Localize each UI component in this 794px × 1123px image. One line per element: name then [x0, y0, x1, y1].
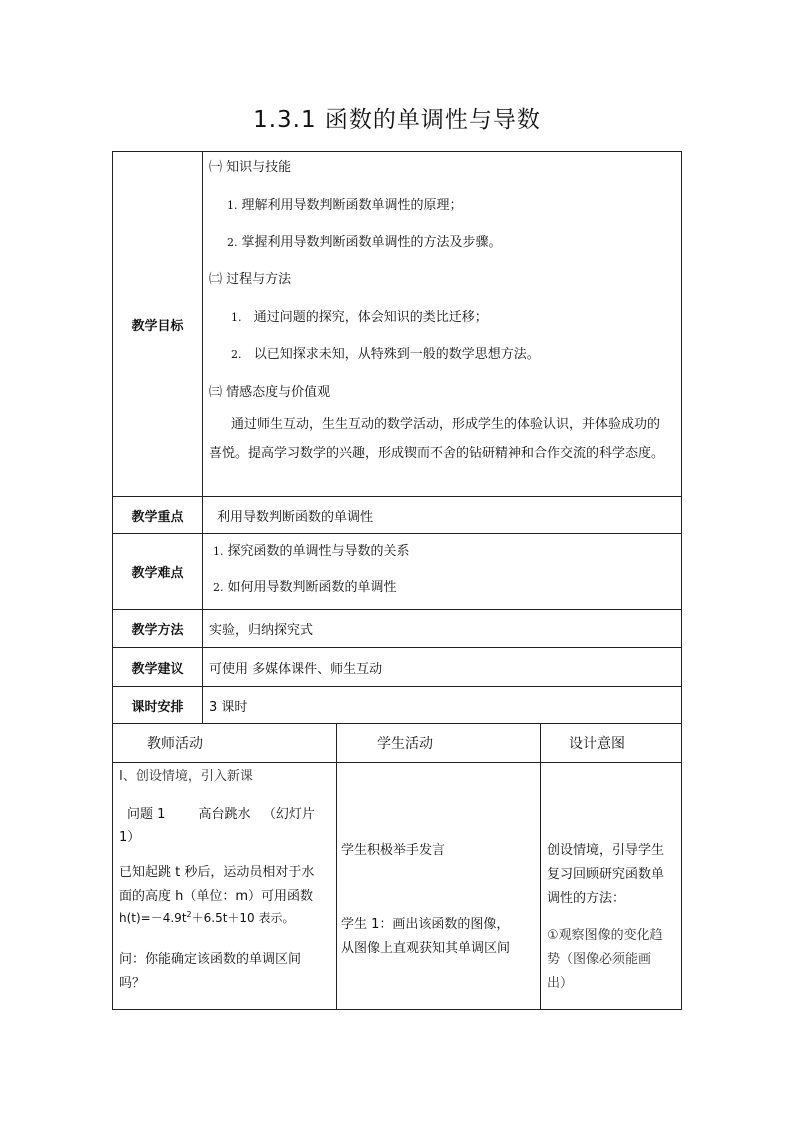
teacher-heading: Ⅰ、创设情境，引入新课: [119, 769, 253, 784]
objectives-sec3-text: 通过师生互动，生生互动的数学活动，形成学生的体验认识，并体验成功的喜悦。提高学习数学的兴趣，形成锲而不舍的钻研精神和合作交流的科学态度。: [209, 417, 665, 461]
difficulty-item-2: 2. 如何用导数判断函数的单调性: [213, 580, 397, 595]
student-line1: 学生积极举手发言: [341, 843, 446, 858]
row-method: [113, 610, 682, 648]
design-line2: 复习回顾研究函数单: [547, 867, 665, 882]
schedule-content: [203, 687, 682, 724]
teacher-question-line1: 问：你能确定该函数的单调区间: [119, 952, 302, 967]
objectives-sec1-item-2: 2. 掌握利用导数判断函数单调性的方法及步骤。: [227, 235, 502, 250]
objectives-label: 教学目标: [113, 152, 203, 497]
teacher-text-line2: 面的高度 h（单位：m）可用函数: [119, 889, 314, 904]
difficulty-label: 教学难点: [113, 534, 203, 610]
teacher-problem-line1: 问题 1 高台跳水 （幻灯片: [127, 807, 315, 822]
row-difficulty: [113, 534, 682, 610]
lesson-plan-table: [112, 151, 682, 1010]
row-activity: [113, 763, 682, 1010]
row-objectives: [113, 152, 682, 497]
objectives-sec2: ㈡ 过程与方法: [209, 272, 292, 287]
teacher-text-line1: 已知起跳 t 秒后，运动员相对于水: [119, 865, 315, 880]
suggestion-content: [203, 648, 682, 687]
teacher-problem-line2: 1）: [119, 830, 141, 845]
schedule-text: 3 课时: [209, 699, 248, 715]
key-point-label: 教学重点: [113, 497, 203, 534]
schedule-label: 课时安排: [113, 687, 203, 724]
design-intent-cell: [541, 763, 682, 1010]
col-student-header: 学生活动: [337, 724, 541, 763]
teacher-formula: $h(t)=-4.9t^2+6.5t+10$ 表示。: [119, 910, 295, 925]
method-label: 教学方法: [113, 610, 203, 648]
method-text: 实验，归纳探究式: [209, 623, 314, 638]
objectives-sec3: ㈢ 情感态度与价值观: [209, 385, 331, 400]
objectives-content: [203, 152, 682, 497]
student-line2: 学生 1：画出该函数的图像，: [341, 917, 510, 932]
col-teacher-header: 教师活动: [113, 724, 337, 763]
difficulty-content: [203, 534, 682, 610]
design-line6: 出）: [547, 976, 574, 991]
suggestion-label: 教学建议: [113, 648, 203, 687]
key-point-text: 利用导数判断函数的单调性: [217, 509, 374, 525]
difficulty-item-1: 1. 探究函数的单调性与导数的关系: [213, 544, 410, 559]
objectives-sec2-item-2: 2. 以已知探求未知，从特殊到一般的数学思想方法。: [231, 347, 540, 362]
row-key-point: [113, 497, 682, 534]
suggestion-text: 可使用 多媒体课件、师生互动: [209, 661, 383, 677]
row-schedule: [113, 687, 682, 724]
design-line3: 调性的方法：: [547, 891, 626, 906]
row-suggestion: [113, 648, 682, 687]
page-title: 1.3.1 函数的单调性与导数: [253, 107, 541, 133]
design-line5: 势（图像必须能画: [547, 952, 652, 967]
row-activity-headers: [113, 724, 682, 763]
col-design-header: 设计意图: [541, 724, 682, 763]
objectives-sec2-item-1: 1. 通过问题的探究，体会知识的类比迁移；: [231, 310, 488, 325]
teacher-activity-cell: [113, 763, 337, 1010]
teacher-question-line2: 吗？: [119, 976, 146, 991]
objectives-sec1: ㈠ 知识与技能: [209, 160, 292, 175]
key-point-content: [203, 497, 682, 534]
method-content: [203, 610, 682, 648]
design-line4: ①观察图像的变化趋: [547, 928, 663, 943]
student-line3: 从图像上直观获知其单调区间: [341, 941, 511, 956]
design-line1: 创设情境，引导学生: [547, 843, 665, 858]
objectives-sec1-item-1: 1. 理解利用导数判断函数单调性的原理；: [227, 198, 463, 213]
student-activity-cell: [337, 763, 541, 1010]
